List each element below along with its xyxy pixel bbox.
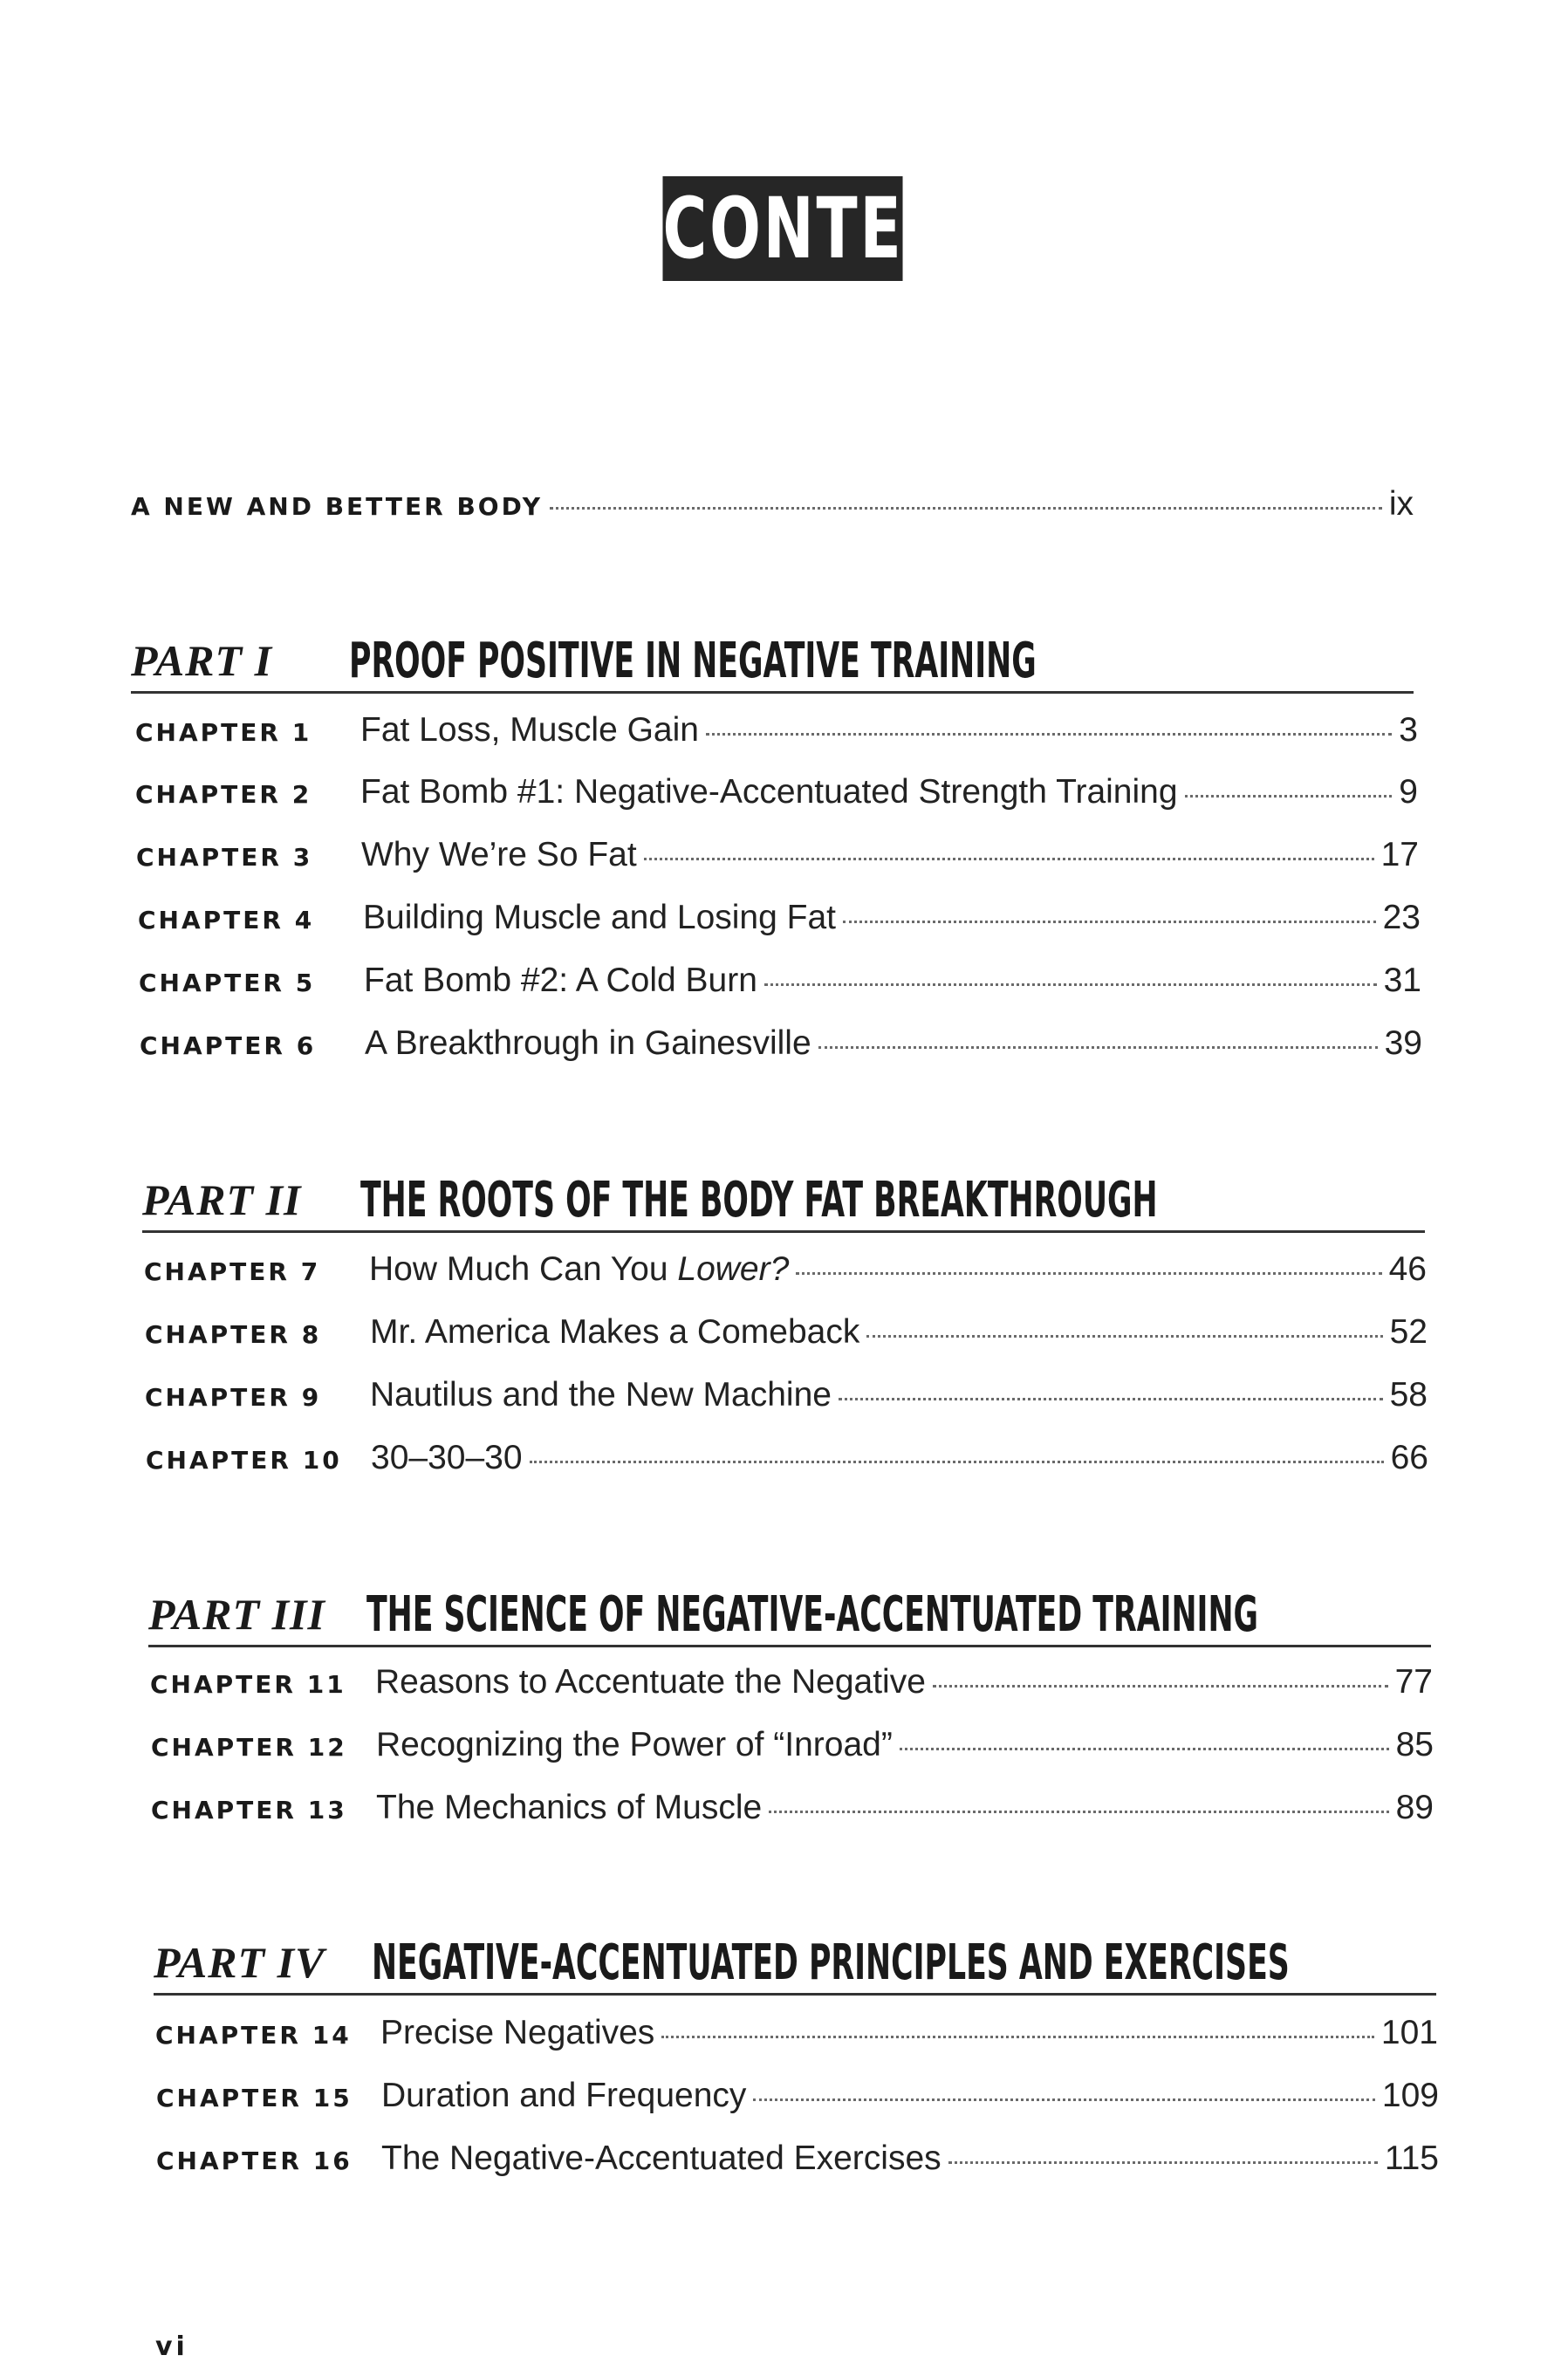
dot-leader	[661, 2036, 1374, 2038]
toc-entry[interactable]	[136, 829, 1419, 881]
page-number: 58	[1389, 1376, 1428, 1414]
dot-leader	[764, 983, 1377, 986]
page-number: 101	[1380, 2014, 1438, 2051]
page-number: 109	[1381, 2077, 1439, 2114]
chapter-label: CHAPTER 11	[150, 1670, 346, 1699]
dot-leader	[706, 733, 1392, 736]
dot-leader	[550, 507, 1382, 510]
part-label: PART III	[148, 1590, 325, 1639]
dot-leader	[948, 2161, 1378, 2164]
chapter-label: CHAPTER 10	[146, 1446, 342, 1475]
chapter-label: CHAPTER 3	[136, 843, 313, 872]
toc-entry[interactable]	[140, 1017, 1422, 1070]
toc-entry-intro[interactable]	[131, 478, 1414, 531]
toc-entry[interactable]	[135, 766, 1418, 818]
dot-leader	[753, 2098, 1375, 2101]
chapter-title: Fat Loss, Muscle Gain	[360, 711, 699, 749]
toc-entry[interactable]	[151, 1782, 1434, 1834]
toc-entry[interactable]	[139, 955, 1421, 1007]
chapter-title: Mr. America Makes a Comeback	[370, 1313, 860, 1351]
chapter-label: CHAPTER 1	[135, 718, 312, 747]
part-title: NEGATIVE-ACCENTUATED PRINCIPLES AND EXERCISES	[372, 1934, 1290, 1991]
page-number: 3	[1399, 711, 1418, 749]
page-number: 39	[1384, 1024, 1422, 1062]
toc-entry[interactable]	[156, 2133, 1439, 2185]
toc-entry[interactable]	[135, 704, 1418, 757]
toc-entry[interactable]	[155, 2007, 1438, 2059]
page-number: 17	[1380, 836, 1419, 873]
page-number: 66	[1390, 1439, 1428, 1476]
dot-leader	[1185, 795, 1393, 798]
intro-label: A NEW AND BETTER BODY	[131, 492, 544, 521]
dot-leader	[818, 1046, 1378, 1049]
page-number: 85	[1395, 1726, 1434, 1763]
part-header	[142, 1160, 1425, 1233]
chapter-label: CHAPTER 16	[156, 2146, 353, 2175]
toc-entry[interactable]	[150, 1656, 1433, 1708]
chapter-label: CHAPTER 7	[144, 1257, 321, 1286]
toc-entry[interactable]	[146, 1432, 1428, 1484]
dot-leader	[933, 1685, 1388, 1688]
chapter-title: The Negative-Accentuated Exercises	[381, 2139, 941, 2177]
chapter-label: CHAPTER 12	[151, 1733, 347, 1762]
dot-leader	[843, 921, 1376, 923]
chapter-title	[369, 1243, 789, 1296]
chapter-title: Nautilus and the New Machine	[370, 1376, 832, 1414]
dot-leader	[866, 1335, 1382, 1338]
toc-entry[interactable]	[144, 1243, 1427, 1296]
chapter-title: Fat Bomb #1: Negative-Accentuated Strength Training	[360, 773, 1178, 811]
part-header	[154, 1923, 1436, 1996]
dot-leader	[644, 858, 1374, 860]
part-label: PART II	[142, 1175, 302, 1224]
chapter-title: Duration and Frequency	[381, 2077, 747, 2114]
page-number: 52	[1389, 1313, 1428, 1351]
page-number: 115	[1384, 2139, 1439, 2177]
chapter-title: Recognizing the Power of “Inroad”	[376, 1726, 893, 1763]
chapter-title: Precise Negatives	[380, 2014, 655, 2051]
chapter-label: CHAPTER 9	[145, 1383, 322, 1412]
dot-leader	[796, 1272, 1381, 1275]
chapter-title: Building Muscle and Losing Fat	[363, 899, 836, 936]
chapter-label: CHAPTER 5	[139, 969, 316, 997]
chapter-label: CHAPTER 15	[156, 2084, 353, 2112]
page-number: 46	[1388, 1250, 1427, 1288]
chapter-label: CHAPTER 14	[155, 2021, 352, 2050]
page-number: 31	[1383, 962, 1421, 999]
part-label: PART IV	[154, 1938, 325, 1987]
chapter-label: CHAPTER 2	[135, 780, 312, 809]
chapter-title: 30–30–30	[371, 1439, 523, 1476]
chapter-label: CHAPTER 6	[140, 1031, 317, 1060]
part-title: THE SCIENCE OF NEGATIVE-ACCENTUATED TRAINING	[366, 1586, 1259, 1643]
chapter-title-text: How Much Can You	[369, 1250, 678, 1288]
part-header	[148, 1575, 1431, 1647]
chapter-title: The Mechanics of Muscle	[376, 1789, 763, 1826]
page-number: 9	[1399, 773, 1418, 811]
toc-entry[interactable]	[145, 1306, 1428, 1359]
page-number: 89	[1395, 1789, 1434, 1826]
chapter-title: A Breakthrough in Gainesville	[365, 1024, 811, 1062]
part-title: PROOF POSITIVE IN NEGATIVE TRAINING	[349, 633, 1037, 689]
part-title: THE ROOTS OF THE BODY FAT BREAKTHROUGH	[360, 1172, 1158, 1229]
chapter-title: Why We’re So Fat	[361, 836, 637, 873]
toc-entry[interactable]	[145, 1369, 1428, 1421]
chapter-title-emphasis: Lower?	[677, 1250, 790, 1288]
chapter-label: CHAPTER 13	[151, 1796, 347, 1825]
toc-entry[interactable]	[151, 1719, 1434, 1771]
chapter-title: Fat Bomb #2: A Cold Burn	[364, 962, 757, 999]
part-header	[131, 621, 1414, 694]
toc-entry[interactable]	[156, 2070, 1439, 2122]
dot-leader	[530, 1461, 1384, 1463]
dot-leader	[839, 1398, 1383, 1400]
page-folio: vi	[155, 2331, 188, 2362]
chapter-label: CHAPTER 8	[145, 1320, 322, 1349]
part-label: PART I	[131, 636, 273, 685]
page-number: ix	[1388, 485, 1414, 523]
chapter-title: Reasons to Accentuate the Negative	[375, 1663, 926, 1701]
page-number: 77	[1394, 1663, 1433, 1701]
page-title: CONTENTS	[662, 176, 902, 281]
toc-entry[interactable]	[138, 892, 1421, 944]
page-number: 23	[1382, 899, 1421, 936]
chapter-label: CHAPTER 4	[138, 906, 315, 935]
dot-leader	[900, 1748, 1389, 1750]
dot-leader	[769, 1811, 1388, 1813]
